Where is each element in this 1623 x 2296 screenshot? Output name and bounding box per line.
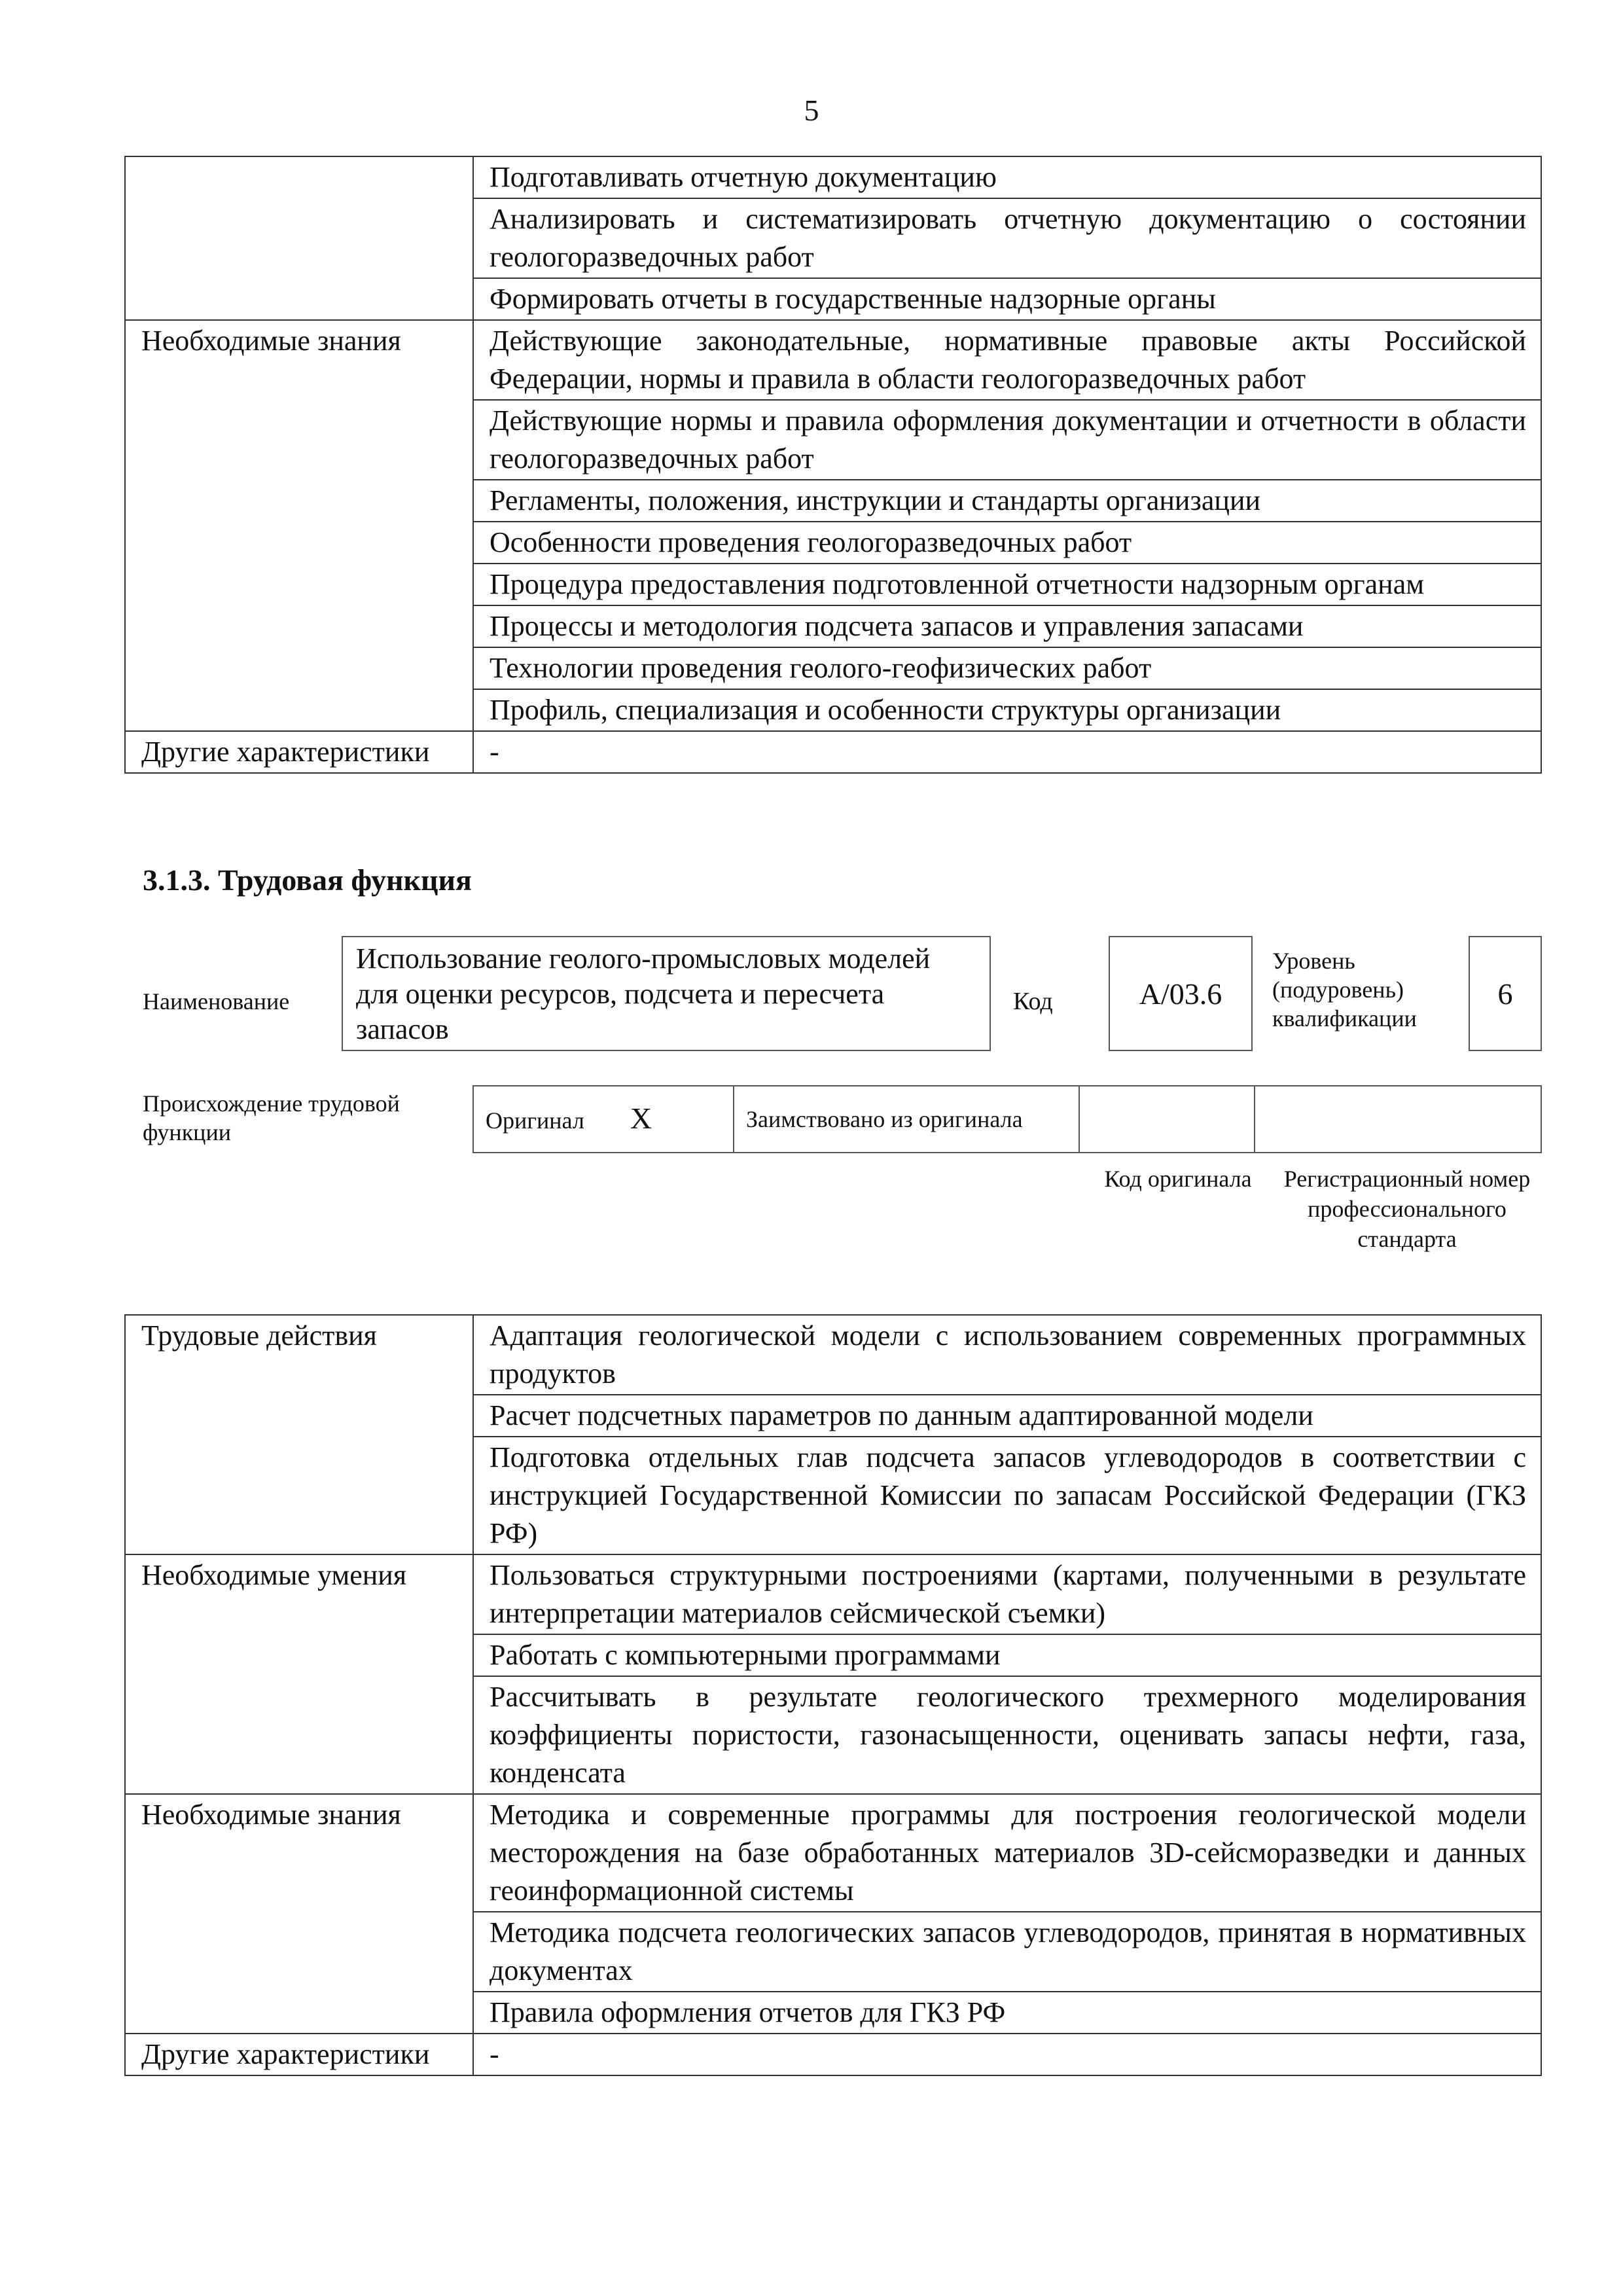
- row-item: Рассчитывать в результате геологического трехмерного моделирования коэффициенты пористости, газонасыщенности, оценивать запасы нефти, газа, конденсата: [473, 1676, 1541, 1794]
- row-item: Пользоваться структурными построениями (картами, полученными в результате интерпретации материалов сейсмической съемки): [473, 1554, 1541, 1634]
- table-row: [125, 320, 1541, 400]
- row-item: Анализировать и систематизировать отчетную документацию о состоянии геологоразведочных работ: [473, 198, 1541, 278]
- skills-knowledge-table: [124, 156, 1542, 774]
- row-item: Технологии проведения геолого-геофизических работ: [473, 647, 1541, 689]
- origin-label: Происхождение трудовой функции: [143, 1090, 400, 1145]
- row-item: Профиль, специализация и особенности структуры организации: [473, 689, 1541, 731]
- origin-original-cell: [473, 1086, 734, 1153]
- row-item: Правила оформления отчетов для ГКЗ РФ: [473, 1992, 1541, 2034]
- name-label: Наименование: [143, 988, 290, 1014]
- section-title: 3.1.3. Трудовая функция: [143, 863, 472, 897]
- labor-function-table: [124, 1314, 1542, 2076]
- row-item: Подготовка отдельных глав подсчета запасов углеводородов в соответствии с инструкцией Государственной Комиссии по запасам Российской Федерации (ГКЗ РФ): [473, 1437, 1541, 1554]
- row-item: Действующие законодательные, нормативные правовые акты Российской Федерации, нормы и правила в области геологоразведочных работ: [473, 320, 1541, 400]
- table-row: [125, 1554, 1541, 1634]
- row-item: Особенности проведения геологоразведочных работ: [473, 522, 1541, 564]
- row-label: Необходимые умения: [125, 1554, 473, 1794]
- row-label: Необходимые знания: [125, 1794, 473, 2034]
- page-number: 5: [804, 94, 819, 127]
- origin-mark: X: [630, 1101, 652, 1135]
- row-item: Адаптация геологической модели с использованием современных программных продуктов: [473, 1315, 1541, 1395]
- row-label: Необходимые знания: [125, 320, 473, 731]
- row-item: Формировать отчеты в государственные надзорные органы: [473, 278, 1541, 320]
- row-label: Трудовые действия: [125, 1315, 473, 1554]
- caption-original-code: Код оригинала: [1104, 1166, 1252, 1192]
- origin-reg-cell: [1255, 1086, 1541, 1153]
- table-row: [125, 731, 1541, 773]
- table-row: [125, 156, 1541, 198]
- table-row: [125, 1794, 1541, 1912]
- row-item: -: [473, 731, 1541, 773]
- origin-original-text: Оригинал: [486, 1107, 584, 1134]
- row-label: Другие характеристики: [125, 2034, 473, 2075]
- row-item: Действующие нормы и правила оформления документации и отчетности в области геологоразведочных работ: [473, 400, 1541, 480]
- caption-registration-number: Регистрационный номер профессионального стандарта: [1283, 1166, 1531, 1252]
- row-label: [125, 156, 473, 320]
- row-item: Регламенты, положения, инструкции и стандарты организации: [473, 480, 1541, 522]
- table-row: [125, 2034, 1541, 2075]
- code-value-box: А/03.6: [1109, 936, 1253, 1051]
- table-row: [125, 1315, 1541, 1395]
- origin-code-cell: [1079, 1086, 1255, 1153]
- row-item: -: [473, 2034, 1541, 2075]
- origin-borrowed-cell: Заимствовано из оригинала: [734, 1086, 1079, 1153]
- row-item: Подготавливать отчетную документацию: [473, 156, 1541, 198]
- row-item: Методика подсчета геологических запасов углеводородов, принятая в нормативных документах: [473, 1912, 1541, 1992]
- function-name-box: Использование геолого-промысловых моделей для оценки ресурсов, подсчета и пересчета запасов: [342, 936, 991, 1051]
- row-item: Работать с компьютерными программами: [473, 1634, 1541, 1676]
- origin-table: [473, 1085, 1542, 1153]
- level-label: Уровень (подуровень) квалификации: [1272, 948, 1417, 1031]
- code-label: Код: [1013, 988, 1053, 1015]
- row-item: Расчет подсчетных параметров по данным адаптированной модели: [473, 1395, 1541, 1437]
- row-item: Процедура предоставления подготовленной отчетности надзорным органам: [473, 564, 1541, 605]
- level-value-box: 6: [1469, 936, 1542, 1051]
- row-item: Процессы и методология подсчета запасов и управления запасами: [473, 605, 1541, 647]
- row-item: Методика и современные программы для построения геологической модели месторождения на базе обработанных материалов 3D-сейсморазведки и данных геоинформационной системы: [473, 1794, 1541, 1912]
- row-label: Другие характеристики: [125, 731, 473, 773]
